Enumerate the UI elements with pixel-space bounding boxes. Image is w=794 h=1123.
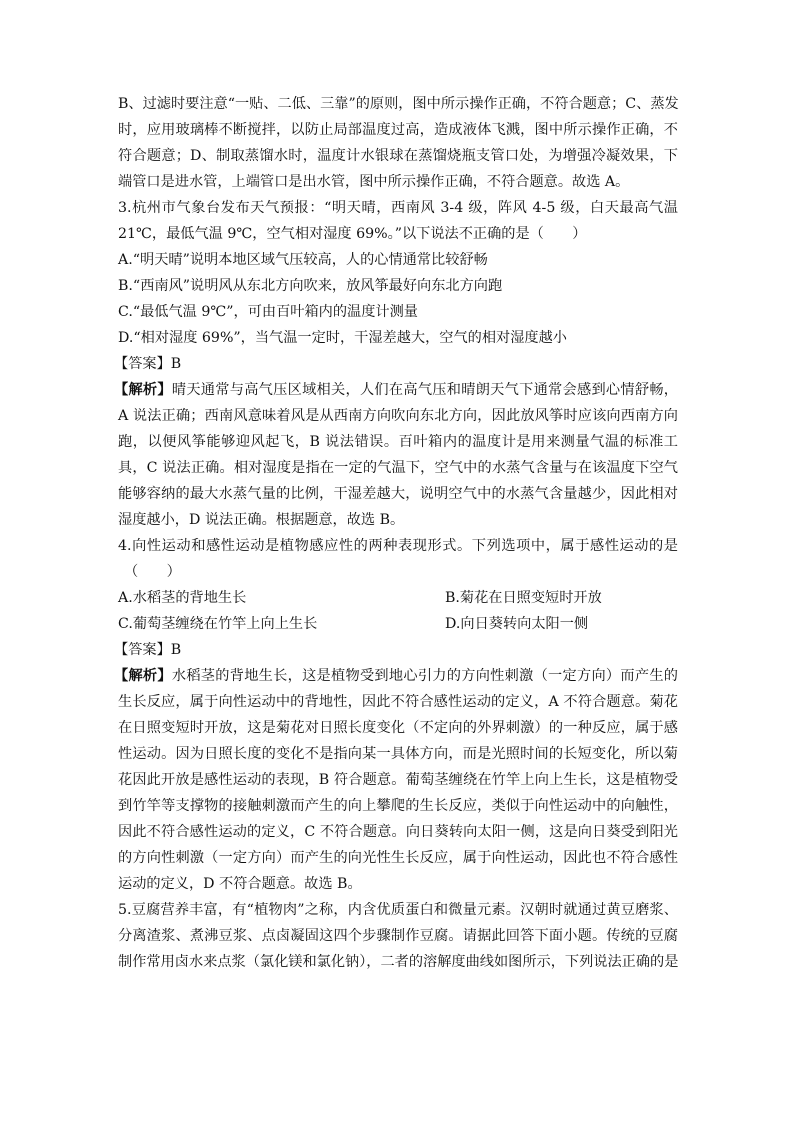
analysis-text: 晴天通常与高气压区域相关，人们在高气压和晴朗天气下通常会感到心情舒畅，	[171, 382, 678, 398]
analysis-line: 生长反应，属于向性运动中的背地性，因此不符合感性运动的定义，A 不符合题意。菊花	[118, 694, 678, 710]
analysis-line: 因此不符合感性运动的定义，C 不符合题意。向日葵转向太阳一侧，这是向日葵受到阳光	[118, 824, 678, 840]
text-line: 符合题意；D、制取蒸馏水时，温度计水银球在蒸馏烧瓶支管口处，为增强冷凝效果，下	[118, 148, 678, 164]
analysis-line: 运动的定义，D 不符合题意。故选 B。	[118, 876, 362, 892]
question-3-stem: 3.杭州市气象台发布天气预报：“明天晴，西南风 3-4 级，阵风 4-5 级，白天最高气温	[118, 200, 678, 216]
analysis-text: 水稻茎的背地生长，这是植物受到地心引力的方向性刺激（一定方向）而产生的	[171, 668, 678, 684]
question-5-stem: 5.豆腐营养丰富，有“植物肉”之称，内含优质蛋白和微量元素。汉朝时就通过黄豆磨浆、	[118, 902, 678, 918]
analysis-line: 花因此开放是感性运动的表现，B 符合题意。葡萄茎缠绕在竹竿上向上生长，这是植物受	[118, 772, 678, 788]
analysis-line	[114, 666, 678, 686]
analysis-line: 在日照变短时开放，这是菊花对日照长度变化（不定向的外界刺激）的一种反应，属于感	[118, 720, 678, 736]
question-5-stem: 制作常用卤水来点浆（氯化镁和氯化钠），二者的溶解度曲线如图所示，下列说法正确的是	[118, 954, 679, 970]
answer-label: 【答案】B	[114, 356, 182, 372]
option-a: A.“明天晴”说明本地区域气压较高，人的心情通常比较舒畅	[118, 252, 488, 268]
question-4-stem: 4.向性运动和感性运动是植物感应性的两种表现形式。下列选项中，属于感性运动的是	[118, 538, 678, 554]
analysis-line	[114, 380, 678, 400]
option-b: B.“西南风”说明风从东北方向吹来，放风筝最好向东北方向跑	[118, 278, 503, 294]
analysis-line: 到竹竿等支撑物的接触刺激而产生的向上攀爬的生长反应，类似于向性运动中的向触性，	[118, 798, 678, 814]
answer-label: 【答案】B	[114, 642, 182, 658]
text-line: B、过滤时要注意“一贴、二低、三靠”的原则，图中所示操作正确，不符合题意；C、蒸发	[118, 96, 679, 112]
question-3-stem-cont: 21℃，最低气温 9℃，空气相对湿度 69%。”以下说法不正确的是（ ）	[118, 226, 587, 242]
analysis-label: 【解析】	[114, 382, 172, 398]
option-d: D.“相对湿度 69%”，当气温一定时，干湿差越大，空气的相对湿度越小	[118, 330, 567, 346]
option-c: C.葡萄茎缠绕在竹竿上向上生长	[118, 616, 318, 632]
question-4-paren: （ ）	[124, 564, 181, 580]
analysis-line: A 说法正确；西南风意味着风是从西南方向吹向东北方向，因此放风筝时应该向西南方向	[118, 408, 678, 424]
analysis-line: 能够容纳的最大水蒸气量的比例，干湿差越大，说明空气中的水蒸气含量越少，因此相对	[118, 486, 678, 502]
analysis-line: 湿度越小，D 说法正确。根据题意，故选 B。	[118, 512, 405, 528]
analysis-label: 【解析】	[114, 668, 172, 684]
analysis-line: 性运动。因为日照长度的变化不是指向某一具体方向，而是光照时间的长短变化，所以菊	[118, 746, 678, 762]
text-line: 时，应用玻璃棒不断搅拌，以防止局部温度过高，造成液体飞溅，图中所示操作正确，不	[118, 122, 678, 138]
option-c: C.“最低气温 9℃”，可由百叶箱内的温度计测量	[118, 304, 418, 320]
text-line: 端管口是进水管，上端管口是出水管，图中所示操作正确，不符合题意。故选 A。	[118, 174, 630, 190]
option-d: D.向日葵转向太阳一侧	[445, 616, 589, 632]
question-5-stem: 分离渣浆、煮沸豆浆、点卤凝固这四个步骤制作豆腐。请据此回答下面小题。传统的豆腐	[118, 928, 678, 944]
option-b: B.菊花在日照变短时开放	[445, 590, 602, 606]
analysis-line: 的方向性刺激（一定方向）而产生的向光性生长反应，属于向性运动，因此也不符合感性	[118, 850, 678, 866]
analysis-line: 跑，以便风筝能够迎风起飞，B 说法错误。百叶箱内的温度计是用来测量气温的标准工	[118, 434, 678, 450]
analysis-line: 具，C 说法正确。相对湿度是指在一定的气温下，空气中的水蒸气含量与在该温度下空气	[118, 460, 678, 476]
option-a: A.水稻茎的背地生长	[118, 590, 247, 606]
